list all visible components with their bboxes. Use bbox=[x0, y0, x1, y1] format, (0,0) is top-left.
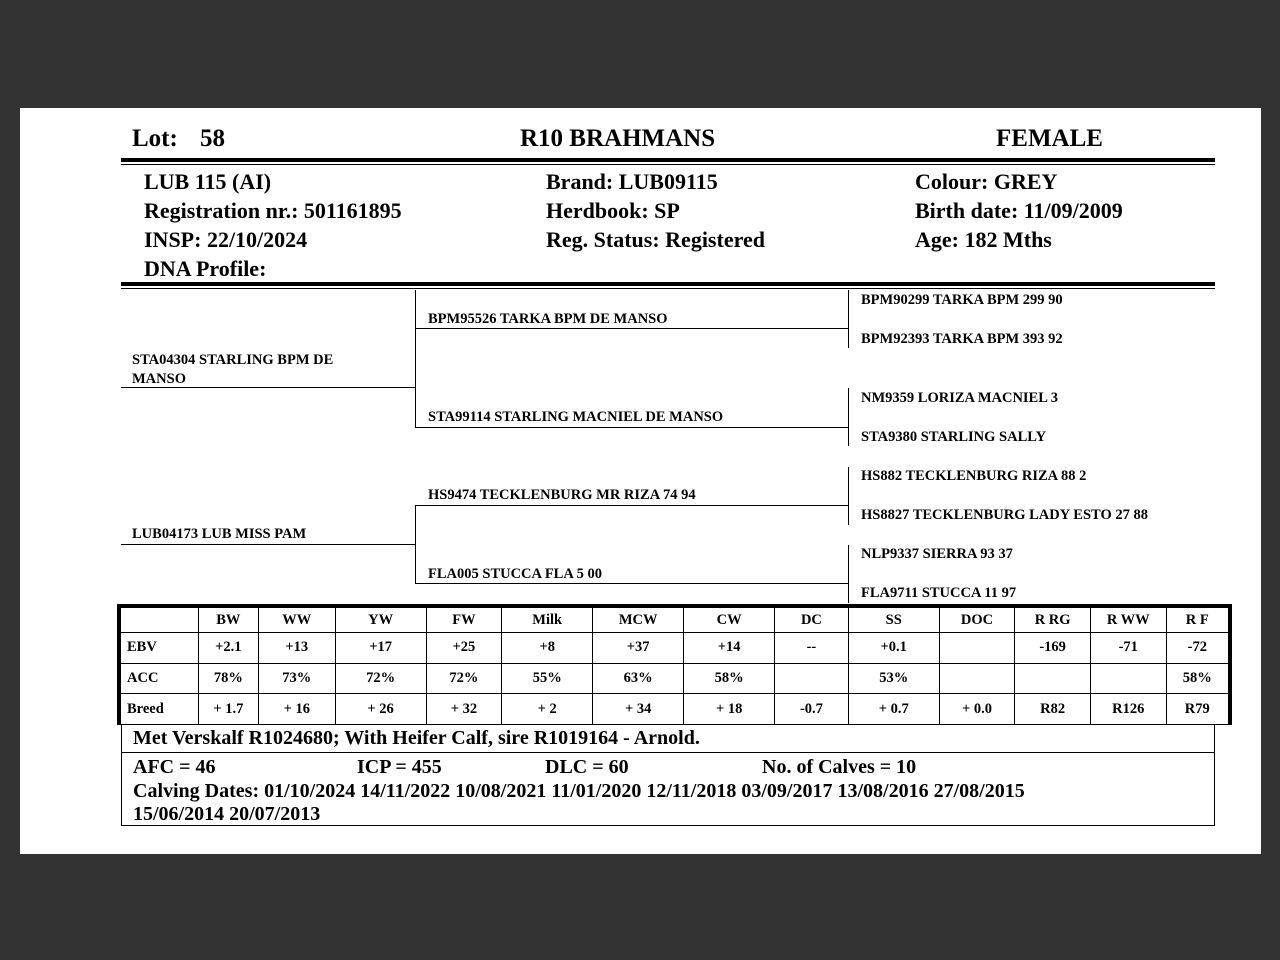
pedigree-sire-dam: STA99114 STARLING MACNIEL DE MANSO bbox=[428, 409, 724, 425]
dd-bracket bbox=[848, 545, 849, 603]
table-cell: + 16 bbox=[258, 694, 335, 725]
table-cell: 78% bbox=[198, 663, 258, 694]
dna-profile: DNA Profile: bbox=[144, 256, 267, 281]
table-cell: +2.1 bbox=[198, 633, 258, 664]
table-cell: 55% bbox=[502, 663, 593, 694]
ss-bracket bbox=[848, 290, 849, 348]
pedigree-sire: STA04304 STARLING BPM DE MANSO bbox=[132, 352, 334, 387]
insp-date: INSP: 22/10/2024 bbox=[144, 227, 308, 252]
header-cell: CW bbox=[684, 608, 775, 633]
sire-sire-line bbox=[415, 328, 848, 329]
table-cell: + 34 bbox=[593, 694, 684, 725]
animal-name: LUB 115 (AI) bbox=[144, 169, 272, 194]
calving-dates-line1: Calving Dates: 01/10/2024 14/11/2022 10/08/2021 11/01/2020 12/11/2018 03/09/2017 13/08/2016 27/08/2015 bbox=[133, 780, 1025, 802]
icp: ICP = 455 bbox=[357, 756, 442, 778]
row-label: Breed bbox=[121, 694, 199, 725]
table-cell: R126 bbox=[1090, 694, 1166, 725]
table-cell: + 18 bbox=[684, 694, 775, 725]
table-cell: 72% bbox=[335, 663, 426, 694]
performance-header-row bbox=[121, 608, 1229, 633]
sd-bracket bbox=[848, 388, 849, 446]
table-cell: + 2 bbox=[502, 694, 593, 725]
acc-row bbox=[121, 663, 1229, 694]
pedigree-dam: LUB04173 LUB MISS PAM bbox=[132, 526, 307, 542]
herdbook: Herdbook: SP bbox=[546, 198, 680, 223]
dam-sire-line bbox=[415, 505, 848, 506]
pedigree-gg-1: BPM90299 TARKA BPM 299 90 bbox=[861, 292, 1063, 308]
table-cell: -72 bbox=[1166, 633, 1228, 664]
pedigree-gg-5: HS882 TECKLENBURG RIZA 88 2 bbox=[861, 468, 1087, 484]
sire-bracket bbox=[415, 290, 416, 428]
performance-table bbox=[117, 604, 1232, 725]
reg-status: Reg. Status: Registered bbox=[546, 227, 765, 252]
pedigree-gg-3: NM9359 LORIZA MACNIEL 3 bbox=[861, 390, 1058, 406]
table-cell: +14 bbox=[684, 633, 775, 664]
header-rule-thin bbox=[121, 164, 1215, 165]
age: Age: 182 Mths bbox=[915, 227, 1052, 252]
calving-stats-box bbox=[121, 752, 1215, 826]
table-cell: + 26 bbox=[335, 694, 426, 725]
afc: AFC = 46 bbox=[133, 756, 216, 778]
sex-label: FEMALE bbox=[996, 125, 1103, 152]
header-cell: R RG bbox=[1015, 608, 1091, 633]
table-cell bbox=[1015, 663, 1091, 694]
table-cell: +37 bbox=[593, 633, 684, 664]
header-cell: R WW bbox=[1090, 608, 1166, 633]
header-cell: DC bbox=[775, 608, 849, 633]
table-cell: +0.1 bbox=[848, 633, 939, 664]
table-cell: 58% bbox=[1166, 663, 1228, 694]
row-label: EBV bbox=[121, 633, 199, 664]
table-cell: +13 bbox=[258, 633, 335, 664]
header-cell: WW bbox=[258, 608, 335, 633]
dam-dam-line bbox=[415, 583, 848, 584]
pedigree-sire-sire: BPM95526 TARKA BPM DE MANSO bbox=[428, 311, 668, 327]
table-cell: +17 bbox=[335, 633, 426, 664]
pedigree-gg-8: FLA9711 STUCCA 11 97 bbox=[861, 585, 1017, 601]
table-cell bbox=[775, 663, 849, 694]
table-cell: + 0.7 bbox=[848, 694, 939, 725]
table-cell: 63% bbox=[593, 663, 684, 694]
ds-bracket bbox=[848, 467, 849, 525]
table-cell: +25 bbox=[426, 633, 502, 664]
lot-label: Lot: bbox=[132, 125, 178, 152]
table-cell: + 32 bbox=[426, 694, 502, 725]
dam-line bbox=[121, 544, 416, 545]
table-cell: + 1.7 bbox=[198, 694, 258, 725]
pedigree-gg-4: STA9380 STARLING SALLY bbox=[861, 429, 1047, 445]
pedigree-dam-sire: HS9474 TECKLENBURG MR RIZA 74 94 bbox=[428, 487, 696, 503]
herd-name: R10 BRAHMANS bbox=[520, 125, 716, 152]
header-cell: MCW bbox=[593, 608, 684, 633]
birth-date: Birth date: 11/09/2009 bbox=[915, 198, 1123, 223]
lot-number: 58 bbox=[200, 125, 225, 152]
table-cell: -0.7 bbox=[775, 694, 849, 725]
table-cell: -71 bbox=[1090, 633, 1166, 664]
header-cell: R F bbox=[1166, 608, 1228, 633]
header-cell: YW bbox=[335, 608, 426, 633]
sire-line bbox=[121, 387, 416, 388]
table-cell: 73% bbox=[258, 663, 335, 694]
no-of-calves: No. of Calves = 10 bbox=[762, 756, 917, 778]
table-cell: R79 bbox=[1166, 694, 1228, 725]
table-cell bbox=[1090, 663, 1166, 694]
header-rule-thick bbox=[121, 158, 1215, 162]
pedigree-gg-2: BPM92393 TARKA BPM 393 92 bbox=[861, 331, 1063, 347]
pedigree-gg-7: NLP9337 SIERRA 93 37 bbox=[861, 546, 1013, 562]
table-cell bbox=[939, 663, 1015, 694]
dlc: DLC = 60 bbox=[545, 756, 629, 778]
sire-dam-line bbox=[415, 427, 848, 428]
row-label: ACC bbox=[121, 663, 199, 694]
table-cell: -169 bbox=[1015, 633, 1091, 664]
info-rule-thick bbox=[121, 282, 1215, 286]
ebv-row bbox=[121, 633, 1229, 664]
header-cell: FW bbox=[426, 608, 502, 633]
table-cell: 58% bbox=[684, 663, 775, 694]
colour: Colour: GREY bbox=[915, 169, 1058, 194]
header-cell: Milk bbox=[502, 608, 593, 633]
brand: Brand: LUB09115 bbox=[546, 169, 718, 194]
header-cell: DOC bbox=[939, 608, 1015, 633]
pedigree-gg-6: HS8827 TECKLENBURG LADY ESTO 27 88 bbox=[861, 507, 1148, 523]
calf-info: Met Verskalf R1024680; With Heifer Calf, sire R1019164 - Arnold. bbox=[133, 727, 700, 749]
calving-dates-line2: 15/06/2014 20/07/2013 bbox=[133, 803, 321, 825]
table-cell: +8 bbox=[502, 633, 593, 664]
catalogue-sheet bbox=[20, 108, 1261, 854]
info-rule-thin bbox=[121, 288, 1215, 289]
dam-bracket bbox=[415, 506, 416, 584]
header-cell: BW bbox=[198, 608, 258, 633]
registration-number: Registration nr.: 501161895 bbox=[144, 198, 402, 223]
header-cell bbox=[121, 608, 199, 633]
breed-row bbox=[121, 694, 1229, 725]
table-cell: -- bbox=[775, 633, 849, 664]
table-cell: + 0.0 bbox=[939, 694, 1015, 725]
calf-note-box bbox=[121, 724, 1215, 753]
header-cell: SS bbox=[848, 608, 939, 633]
table-cell: 53% bbox=[848, 663, 939, 694]
table-cell bbox=[939, 633, 1015, 664]
table-cell: R82 bbox=[1015, 694, 1091, 725]
pedigree-dam-dam: FLA005 STUCCA FLA 5 00 bbox=[428, 566, 603, 582]
table-cell: 72% bbox=[426, 663, 502, 694]
